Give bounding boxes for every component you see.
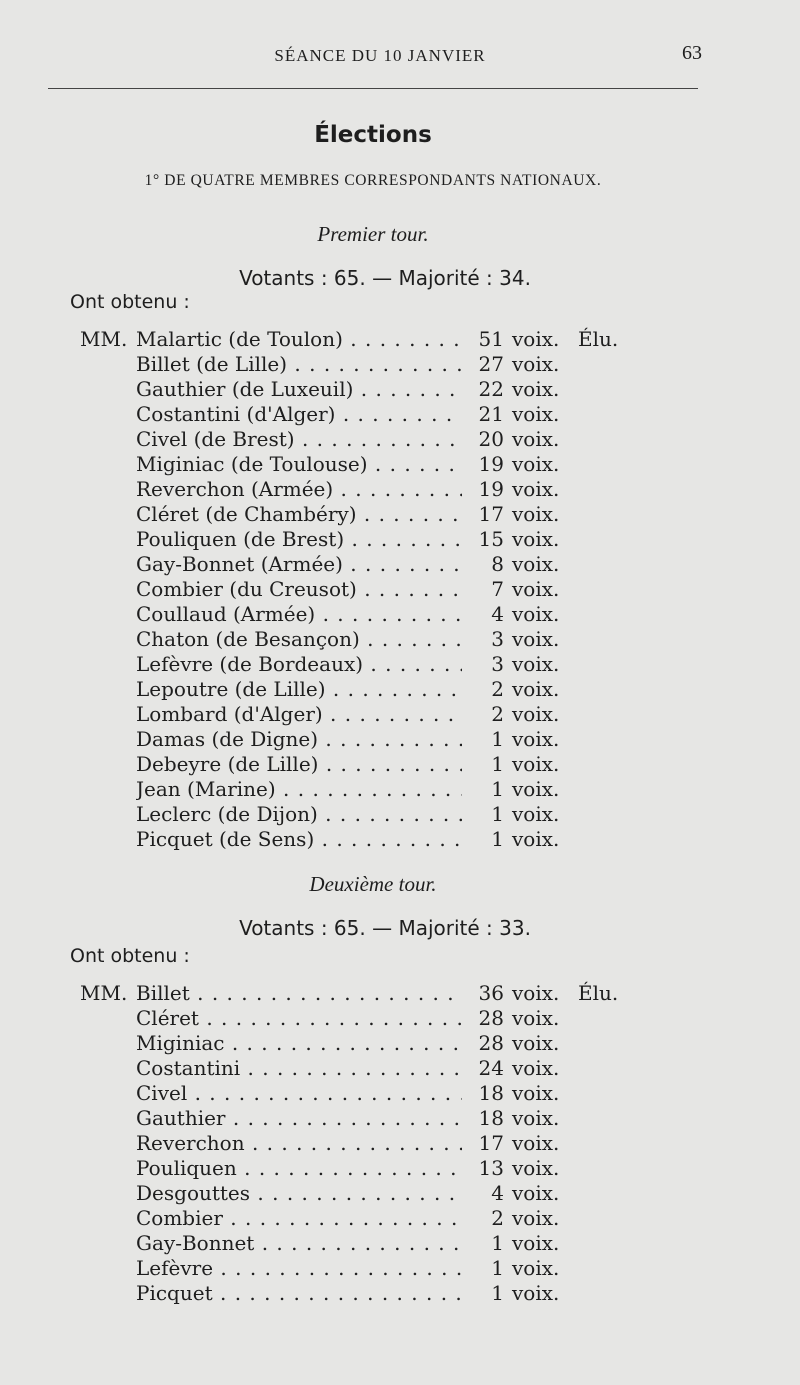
result-row — [0, 702, 800, 727]
result-row — [0, 552, 800, 577]
result-row — [0, 827, 800, 852]
vote-count: 20 — [478, 427, 504, 451]
vote-unit: voix. — [512, 377, 560, 401]
vote-count: 1 — [491, 827, 504, 851]
candidate-name: Gauthier . . . — [136, 1106, 462, 1130]
result-row — [0, 677, 800, 702]
vote-unit: voix. — [512, 427, 560, 451]
candidate-name: Gauthier (de Luxeuil) . . . — [136, 377, 462, 401]
result-row — [0, 602, 800, 627]
candidate-name: Desgouttes . . . — [136, 1181, 462, 1205]
vote-count: 1 — [491, 752, 504, 776]
candidate-name: Costantini . . . — [136, 1056, 462, 1080]
result-row — [0, 502, 800, 527]
vote-unit: voix. — [512, 677, 560, 701]
result-row — [0, 1081, 800, 1106]
result-row — [0, 1106, 800, 1131]
round-2-intro: Ont obtenu : — [70, 945, 190, 967]
header-rule — [48, 88, 698, 89]
section-title: Élections — [314, 122, 432, 148]
vote-unit: voix. — [512, 1256, 560, 1280]
vote-count: 24 — [478, 1056, 504, 1080]
candidate-name: Pouliquen . . . — [136, 1156, 462, 1180]
vote-unit: voix. — [512, 1181, 560, 1205]
result-row — [0, 1056, 800, 1081]
vote-count: 51 — [478, 327, 504, 351]
vote-unit: voix. — [512, 1281, 560, 1305]
round-2-stats: Votants : 65. — Majorité : 33. — [239, 916, 531, 940]
vote-count: 4 — [491, 1181, 504, 1205]
vote-unit: voix. — [512, 1131, 560, 1155]
vote-count: 15 — [478, 527, 504, 551]
candidate-name: Chaton (de Besançon) . . . — [136, 627, 462, 651]
candidate-name: Gay-Bonnet (Armée) . . . — [136, 552, 462, 576]
vote-unit: voix. — [512, 827, 560, 851]
vote-unit: voix. — [512, 527, 560, 551]
vote-count: 1 — [491, 777, 504, 801]
vote-unit: voix. — [512, 1081, 560, 1105]
vote-count: 3 — [491, 627, 504, 651]
vote-count: 1 — [491, 1231, 504, 1255]
vote-count: 27 — [478, 352, 504, 376]
result-row — [0, 1256, 800, 1281]
vote-unit: voix. — [512, 1206, 560, 1230]
vote-count: 2 — [491, 677, 504, 701]
candidate-name: Leclerc (de Dijon) . . . — [136, 802, 462, 826]
vote-count: 21 — [478, 402, 504, 426]
vote-count: 1 — [491, 727, 504, 751]
candidate-name: Lepoutre (de Lille) . . . — [136, 677, 462, 701]
candidate-name: Jean (Marine) . . . — [136, 777, 462, 801]
candidate-name: Combier . . . — [136, 1206, 462, 1230]
vote-count: 2 — [491, 1206, 504, 1230]
result-row — [0, 352, 800, 377]
vote-count: 17 — [478, 502, 504, 526]
result-row — [0, 327, 800, 352]
vote-unit: voix. — [512, 1031, 560, 1055]
vote-count: 18 — [478, 1106, 504, 1130]
vote-unit: voix. — [512, 777, 560, 801]
candidate-name: Lefèvre . . . — [136, 1256, 462, 1280]
vote-unit: voix. — [512, 627, 560, 651]
candidate-name: Coullaud (Armée) . . . — [136, 602, 462, 626]
result-row — [0, 802, 800, 827]
vote-count: 2 — [491, 702, 504, 726]
result-row — [0, 577, 800, 602]
section-subtitle: 1° DE QUATRE MEMBRES CORRESPONDANTS NATIONAUX. — [144, 172, 602, 189]
vote-unit: voix. — [512, 352, 560, 376]
candidate-name: Billet (de Lille) . . . — [136, 352, 462, 376]
vote-count: 1 — [491, 1256, 504, 1280]
candidate-name: Lombard (d'Alger) . . . — [136, 702, 462, 726]
vote-count: 1 — [491, 1281, 504, 1305]
candidate-name: Miginiac . . . — [136, 1031, 462, 1055]
candidate-name: Civel . . . — [136, 1081, 462, 1105]
candidate-name: Cléret . . . — [136, 1006, 462, 1030]
vote-count: 7 — [491, 577, 504, 601]
elected-note: Élu. — [578, 327, 619, 351]
result-row — [0, 1281, 800, 1306]
round-1-honorific: MM. — [80, 327, 128, 351]
candidate-name: Malartic (de Toulon) . . . — [136, 327, 462, 351]
vote-count: 3 — [491, 652, 504, 676]
result-row — [0, 527, 800, 552]
vote-unit: voix. — [512, 577, 560, 601]
candidate-name: Debeyre (de Lille) . . . — [136, 752, 462, 776]
round-2-title: Deuxième tour. — [309, 872, 437, 896]
round-1-intro: Ont obtenu : — [70, 291, 190, 313]
vote-unit: voix. — [512, 802, 560, 826]
candidate-name: Reverchon . . . — [136, 1131, 462, 1155]
result-row — [0, 727, 800, 752]
vote-unit: voix. — [512, 1056, 560, 1080]
page-number: 63 — [682, 42, 702, 64]
vote-count: 13 — [478, 1156, 504, 1180]
running-header: SÉANCE DU 10 JANVIER — [274, 46, 486, 65]
result-row — [0, 981, 800, 1006]
vote-count: 8 — [491, 552, 504, 576]
result-row — [0, 477, 800, 502]
result-row — [0, 377, 800, 402]
vote-unit: voix. — [512, 727, 560, 751]
result-row — [0, 1156, 800, 1181]
candidate-name: Civel (de Brest) . . . — [136, 427, 462, 451]
vote-count: 28 — [478, 1031, 504, 1055]
result-row — [0, 427, 800, 452]
elected-note: Élu. — [578, 981, 619, 1005]
result-row — [0, 452, 800, 477]
result-row — [0, 402, 800, 427]
vote-count: 36 — [478, 981, 504, 1005]
vote-unit: voix. — [512, 452, 560, 476]
vote-unit: voix. — [512, 602, 560, 626]
result-row — [0, 627, 800, 652]
result-row — [0, 777, 800, 802]
vote-unit: voix. — [512, 1156, 560, 1180]
vote-count: 22 — [478, 377, 504, 401]
vote-unit: voix. — [512, 552, 560, 576]
result-row — [0, 1206, 800, 1231]
candidate-name: Billet . . . — [136, 981, 462, 1005]
vote-count: 19 — [478, 477, 504, 501]
vote-unit: voix. — [512, 477, 560, 501]
vote-unit: voix. — [512, 652, 560, 676]
candidate-name: Picquet . . . — [136, 1281, 462, 1305]
candidate-name: Reverchon (Armée) . . . — [136, 477, 462, 501]
result-row — [0, 1181, 800, 1206]
candidate-name: Combier (du Creusot) . . . — [136, 577, 462, 601]
vote-unit: voix. — [512, 981, 560, 1005]
result-row — [0, 1231, 800, 1256]
vote-unit: voix. — [512, 1231, 560, 1255]
vote-count: 17 — [478, 1131, 504, 1155]
round-1-stats: Votants : 65. — Majorité : 34. — [239, 266, 531, 290]
candidate-name: Cléret (de Chambéry) . . . — [136, 502, 462, 526]
candidate-name: Damas (de Digne) . . . — [136, 727, 462, 751]
round-2-honorific: MM. — [80, 981, 128, 1005]
vote-unit: voix. — [512, 752, 560, 776]
vote-unit: voix. — [512, 402, 560, 426]
candidate-name: Gay-Bonnet . . . — [136, 1231, 462, 1255]
round-1-title: Premier tour. — [317, 222, 429, 246]
vote-count: 1 — [491, 802, 504, 826]
vote-unit: voix. — [512, 1106, 560, 1130]
candidate-name: Picquet (de Sens) . . . — [136, 827, 462, 851]
vote-unit: voix. — [512, 1006, 560, 1030]
vote-count: 28 — [478, 1006, 504, 1030]
vote-count: 19 — [478, 452, 504, 476]
vote-unit: voix. — [512, 702, 560, 726]
result-row — [0, 1131, 800, 1156]
vote-unit: voix. — [512, 502, 560, 526]
result-row — [0, 652, 800, 677]
vote-unit: voix. — [512, 327, 560, 351]
result-row — [0, 752, 800, 777]
vote-count: 4 — [491, 602, 504, 626]
candidate-name: Miginiac (de Toulouse) . . . — [136, 452, 462, 476]
candidate-name: Costantini (d'Alger) . . . — [136, 402, 462, 426]
candidate-name: Lefèvre (de Bordeaux) . . . — [136, 652, 462, 676]
result-row — [0, 1006, 800, 1031]
candidate-name: Pouliquen (de Brest) . . . — [136, 527, 462, 551]
result-row — [0, 1031, 800, 1056]
vote-count: 18 — [478, 1081, 504, 1105]
